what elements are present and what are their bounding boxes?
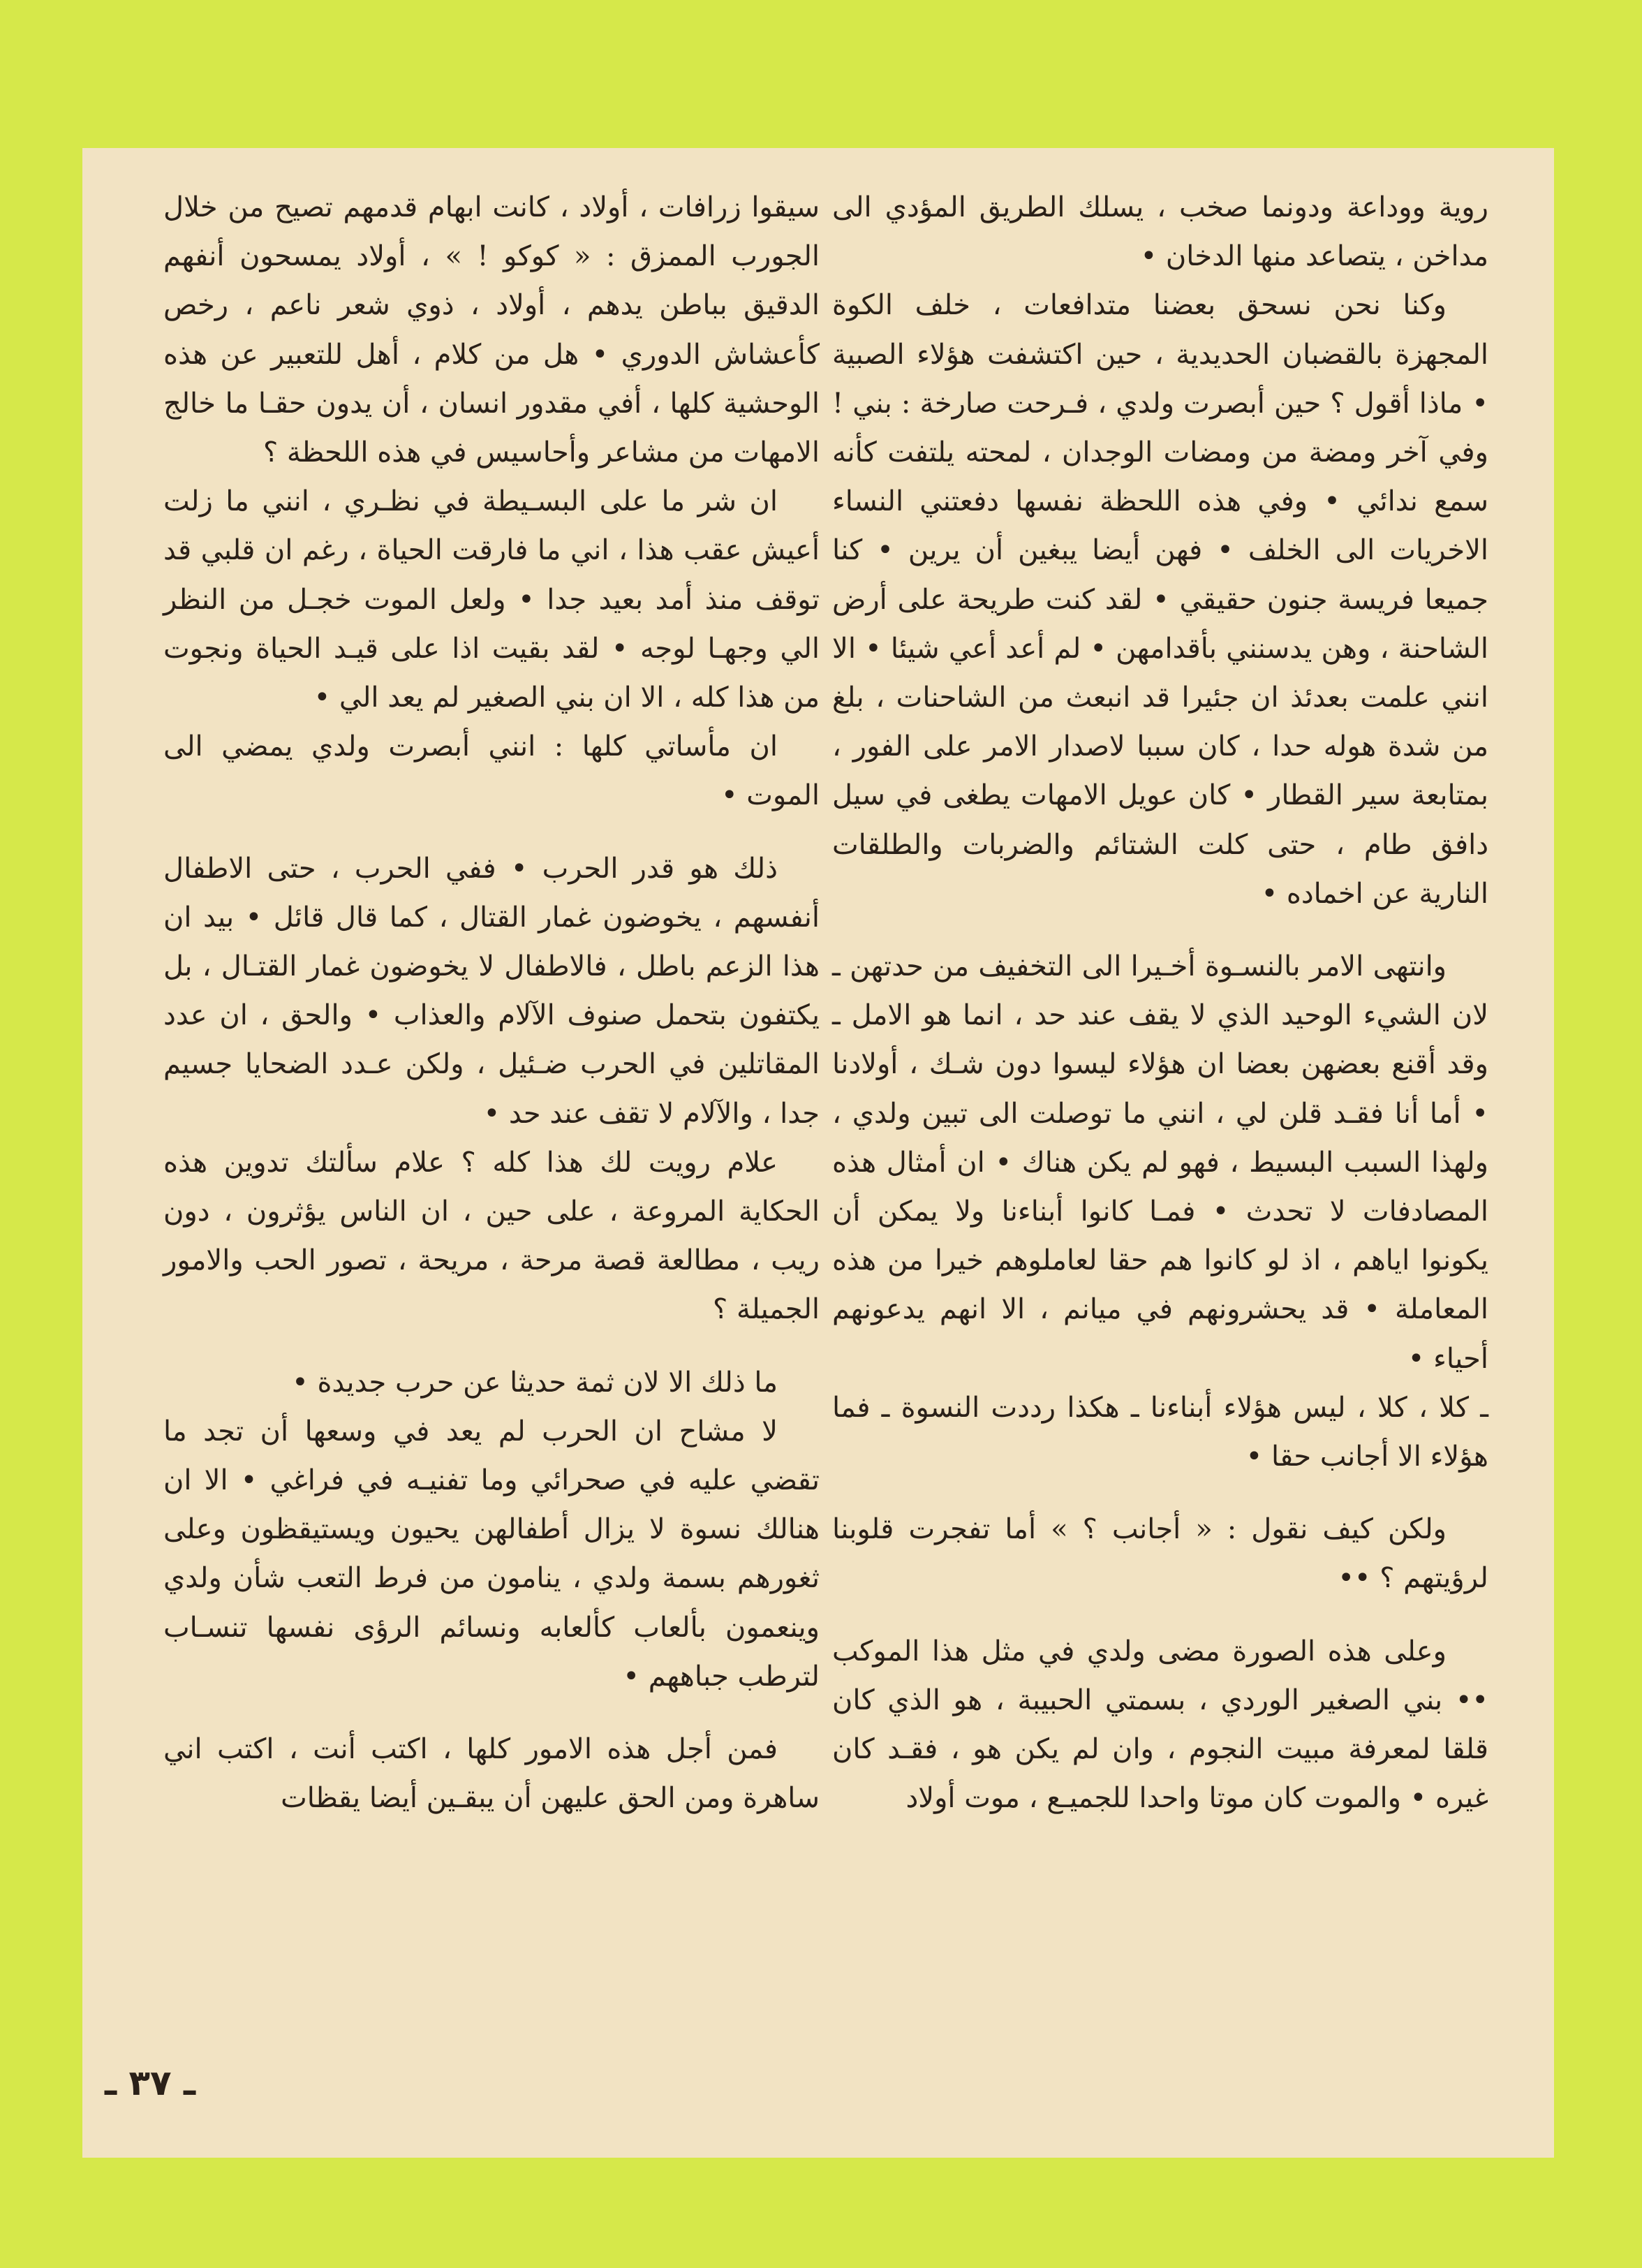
paragraph: ذلك هو قدر الحرب • ففي الحرب ، حتى الاطفال أنفسهم ، يخوضون غمار القتال ، كما قال قائل • بيد ان هذا الزعم باطل ، فالاطفال لا يخوضون غمار القتـال ، بل يكتفون بتحمل صنوف الآلام والعذاب • والحق ، ان عدد المقاتلين في الحرب ضـئيل ، ولكن عـدد الضحايا جسيم جدا ، والآلام لا تقف عند حد • xyxy=(163,852,820,1130)
paragraph: لا مشاح ان الحرب لم يعد في وسعها أن تجد ما تقضي عليه في صحرائي وما تفنيـه في فراغي • الا ان هنالك نسوة لا يزال أطفالهن يحيون ويستيقظون وعلى ثغورهم بسمة ولدي ، ينامون من فرط التعب شأن ولدي وينعمون بألعاب كألعابه ونسائم الرؤى نفسها تنسـاب لترطب جباههم • xyxy=(163,1415,820,1693)
right-column xyxy=(832,183,1488,1823)
paragraph: فمن أجل هذه الامور كلها ، اكتب أنت ، اكتب اني ساهرة ومن الحق عليهن أن يبقـين أيضا يقظات xyxy=(163,1733,820,1815)
paragraph: ما ذلك الا لان ثمة حديثا عن حرب جديدة • xyxy=(292,1366,778,1399)
paragraph: روية ووداعة ودونما صخب ، يسلك الطريق المؤدي الى مداخن ، يتصاعد منها الدخان • xyxy=(832,191,1488,273)
paragraph: ان مأساتي كلها : انني أبصرت ولدي يمضي الى الموت • xyxy=(163,730,820,812)
paragraph: ـ كلا ، كلا ، ليس هؤلاء أبناءنا ـ هكذا رددت النسوة ـ فما هؤلاء الا أجانب حقا • xyxy=(832,1391,1488,1473)
paragraph: ان شر ما على البسـيطة في نظـري ، انني ما زلت أعيش عقب هذا ، اني ما فارقت الحياة ، رغم ان قلبي قد توقف منذ أمد بعيد جدا • ولعل الموت خجـل من النظر الي وجهـا لوجه • لقد بقيت اذا على قيـد الحياة ونجوت من هذا كله ، الا ان بني الصغير لم يعد الي • xyxy=(163,485,820,714)
paragraph: سيقوا زرافات ، أولاد ، كانت ابهام قدمهم تصيح من خلال الجورب الممزق : « كوكو ! » ، أولاد يمسحون أنفهم الدقيق بباطن يدهم ، أولاد ، ذوي شعر ناعم ، رخص كأعشاش الدوري • هل من كلام ، أهل للتعبير عن هذه الوحشية كلها ، أفي مقدور انسان ، أن يدون حقـا ما خالج الامهات من مشاعر وأحاسيس في هذه اللحظة ؟ xyxy=(163,191,820,469)
left-column xyxy=(163,183,820,1823)
paragraph: وكنا نحن نسحق بعضنا متدافعات ، خلف الكوة المجهزة بالقضبان الحديدية ، حين اكتشفت هؤلاء الصبية • ماذا أقول ؟ حين أبصرت ولدي ، فـرحت صارخة : بني ! وفي آخر ومضة من ومضات الوجدان ، لمحته يلتفت كأنه سمع ندائي • وفي هذه اللحظة نفسها دفعتني النساء الاخريات الى الخلف • فهن أيضا يبغين أن يرين • كنا جميعا فريسة جنون حقيقي • لقد كنت طريحة على أرض الشاحنة ، وهن يدسنني بأقدامهن • لم أعد أعي شيئا • الا انني علمت بعدئذ ان جئيرا قد انبعث من الشاحنات ، بلغ من شدة هوله حدا ، كان سببا لاصدار الامر على الفور ، بمتابعة سير القطار • كان عويل الامهات يطغى في سيل دافق طام ، حتى كلت الشتائم والضربات والطلقات النارية عن اخماده • xyxy=(832,289,1488,910)
paragraph: ولكن كيف نقول : « أجانب ؟ » أما تفجرت قلوبنا لرؤيتهم ؟ •• xyxy=(832,1513,1488,1595)
page-number: ـ ٣٧ ـ xyxy=(105,2063,196,2103)
paragraph: وعلى هذه الصورة مضى ولدي في مثل هذا الموكب •• بني الصغير الوردي ، بسمتي الحبيبة ، هو الذي كان قلقا لمعرفة مبيت النجوم ، وان لم يكن هو ، فقـد كان غيره • والموت كان موتا واحدا للجميـع ، موت أولاد xyxy=(832,1635,1488,1815)
paragraph: وانتهى الامر بالنسـوة أخـيرا الى التخفيف من حدتهن ـ لان الشيء الوحيد الذي لا يقف عند حد ، انما هو الامل ـ وقد أقنع بعضهن بعضا ان هؤلاء ليسوا دون شـك ، أولادنا • أما أنا فقـد قلن لي ، انني ما توصلت الى تبين ولدي ، ولهذا السبب البسيط ، فهو لم يكن هناك • ان أمثال هذه المصادفات لا تحدث • فمـا كانوا أبناءنا ولا يمكن أن يكونوا اياهم ، اذ لو كانوا هم حقا لعاملوهم خيرا من هذه المعاملة • قد يحشرونهم في ميانم ، الا انهم يدعونهم أحياء • xyxy=(832,950,1488,1375)
paragraph: علام رويت لك هذا كله ؟ علام سألتك تدوين هذه الحكاية المروعة ، على حين ، ان الناس يؤثرون ، دون ريب ، مطالعة قصة مرحة ، مريحة ، تصور الحب والامور الجميلة ؟ xyxy=(163,1146,820,1326)
